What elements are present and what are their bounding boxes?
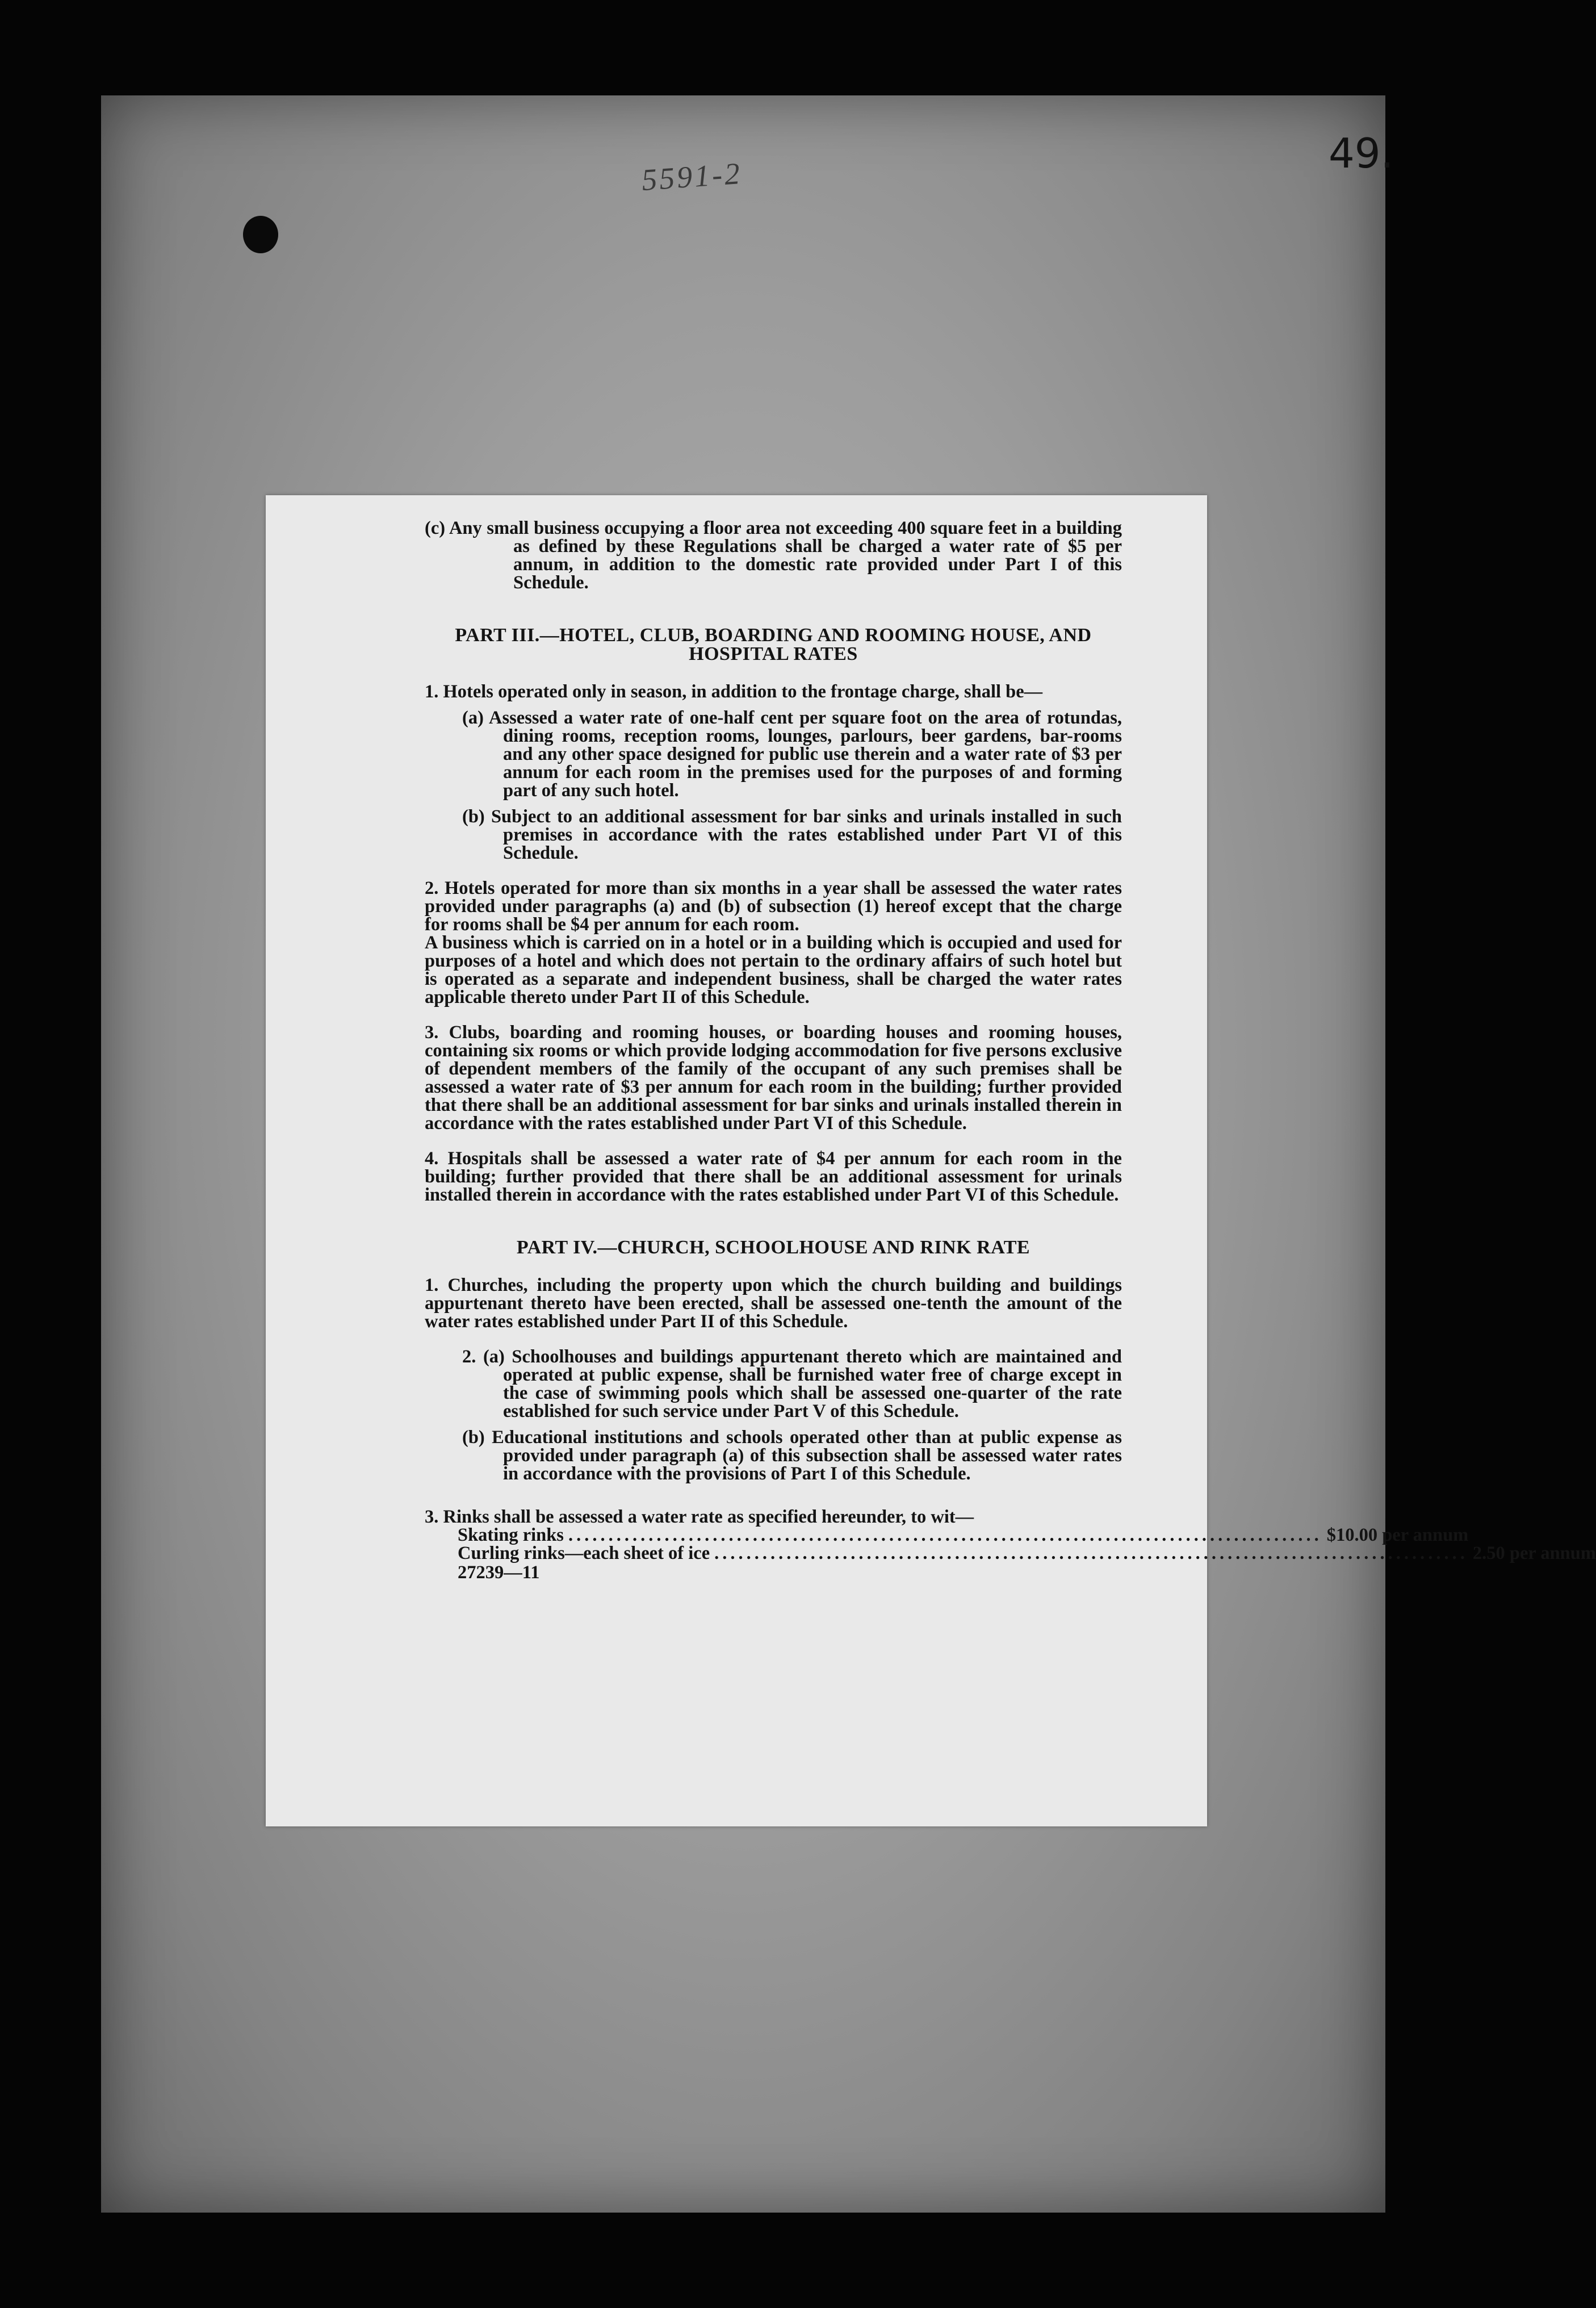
printed-page xyxy=(266,495,1596,1826)
rink-rate-row xyxy=(425,1543,1596,1563)
part4-para-1: 1. Churches, including the property upon which the church building and buildings appurtenant thereto have been erected, shall be assessed one-tenth the amount of the water rates established under Part II of this Schedule. xyxy=(425,1275,1122,1332)
rink-name: Curling rinks—each sheet of ice xyxy=(458,1543,710,1563)
part3-para-2: 2. Hotels operated for more than six months in a year shall be assessed the water rates provided under paragraphs (a) and (b) of subsection (1) hereof except that the charge for rooms shall be $4 per annum for each room. xyxy=(425,878,1122,935)
part3-para-1-intro: 1. Hotels operated only in season, in addition to the frontage charge, shall be— xyxy=(425,681,1043,702)
part4-para-2a: 2. (a) Schoolhouses and buildings appurtenant thereto which are maintained and operated at public expense, shall be furnished water free of charge except in the case of swimming pools which shall be assessed one-quarter of the rate established for such service under Part V of this Schedule. xyxy=(462,1347,1122,1421)
part3-para-4: 4. Hospitals shall be assessed a water rate of $4 per annum for each room in the building; further provided that there shall be an additional assessment for urinals installed therein in accordance with the rates established under Part VI of this Schedule. xyxy=(425,1148,1122,1205)
pencil-mark: 5591-2 xyxy=(640,156,743,198)
part4-para-2b: (b) Educational institutions and schools operated other than at public expense as provided under paragraph (a) of this subsection shall be assessed water rates in accordance with the provisions of Part I of this Schedule. xyxy=(462,1427,1122,1484)
folio-number: 49. xyxy=(1329,129,1394,177)
part4-para-3-intro: 3. Rinks shall be assessed a water rate as specified hereunder, to wit— xyxy=(425,1507,974,1527)
part3-para-3: 3. Clubs, boarding and rooming houses, or boarding houses and rooming houses, containing six rooms or which provide lodging accommodation for five persons exclusive of dependent members of the family of the occupant of any such premises shall be assessed a water rate of $3 per annum for each room in the building; further provided that there shall be an additional assessment for bar sinks and urinals installed therein in accordance with the rates established under Part VI of this Schedule. xyxy=(425,1022,1122,1134)
leader-dots: .............................................................................................. xyxy=(714,1543,1468,1563)
print-code: 27239—11 xyxy=(458,1562,540,1583)
part2-para-c: (c) Any small business occupying a floor area not exceeding 400 square feet in a building as defined by these Regulations shall be charged a water rate of $5 per annum, in addition to the domestic rate provided under Part I of this Schedule. xyxy=(425,518,1122,593)
rink-rate: $10.00 per annum xyxy=(1326,1525,1469,1545)
part3-heading: PART III.—HOTEL, CLUB, BOARDING AND ROOMING HOUSE, AND HOSPITAL RATES xyxy=(455,625,1092,664)
leader-dots: .............................................................................................. xyxy=(568,1525,1322,1545)
part4-heading: PART IV.—CHURCH, SCHOOLHOUSE AND RINK RATE xyxy=(516,1237,1031,1258)
part3-para-2-cont: A business which is carried on in a hotel or in a building which is occupied and used for purposes of a hotel and which does not pertain to the ordinary affairs of such hotel but is operated as a separate and independent business, shall be charged the water rates applicable thereto under Part II of this Schedule. xyxy=(425,933,1122,1007)
rink-rate: 2.50 per annum xyxy=(1472,1543,1596,1563)
rink-rate-row xyxy=(425,1525,1469,1545)
rink-name: Skating rinks xyxy=(458,1525,564,1545)
punch-hole xyxy=(243,216,278,253)
part3-para-1a: (a) Assessed a water rate of one-half cent per square foot on the area of rotundas, dining rooms, reception rooms, lounges, parlours, beer gardens, bar-rooms and any other space designed for public use therein and a water rate of $3 per annum for each room in the premises used for the purposes of and forming part of any such hotel. xyxy=(462,708,1122,801)
part3-para-1b: (b) Subject to an additional assessment for bar sinks and urinals installed in such premises in accordance with the rates established under Part VI of this Schedule. xyxy=(462,806,1122,863)
